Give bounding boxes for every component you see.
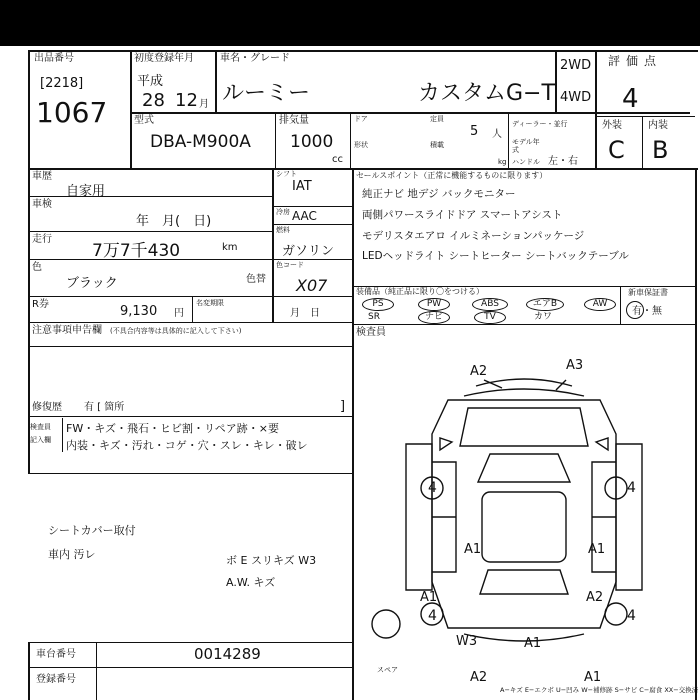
history-label: 車歴 — [32, 171, 52, 182]
equip-sr: SR — [368, 312, 380, 322]
reg-expiry-label: 名変期限 — [196, 299, 224, 307]
codes-line-2: 内装・キズ・汚れ・コゲ・穴・スレ・キレ・破レ — [66, 439, 308, 452]
recycle-label: R券 — [32, 299, 49, 310]
mark-a2-front: A2 — [470, 364, 488, 379]
mark-a3-front: A3 — [566, 358, 584, 373]
capacity: 5 — [470, 124, 479, 139]
first-reg-label: 初度登録年月 — [134, 53, 194, 64]
handwritten-note-1: シートカバー取付 — [48, 524, 136, 537]
interior-score: B — [652, 136, 669, 164]
first-reg-year: 28 — [142, 90, 165, 111]
color-change-label: 色替 — [246, 274, 266, 285]
model-year-label: モデル年式 — [512, 138, 540, 154]
lot-number: 1067 — [36, 96, 108, 129]
repair-value: 有 [ 箇所 — [84, 402, 125, 413]
recycle-fee: 9,130 — [120, 304, 158, 319]
inspector-label-2: 記入欄 — [30, 436, 51, 444]
handle-label: ハンドル — [512, 158, 540, 166]
mark-a1-side-left: A1 — [420, 590, 438, 605]
mark-wheel-fl: 4 — [428, 480, 437, 496]
ac-label: 冷房 — [276, 208, 290, 216]
equip-tv: TV — [474, 311, 506, 324]
notes-sub: (不具合内容等は具体的に記入して下さい) — [110, 327, 242, 335]
mileage-label: 走行 — [32, 234, 52, 245]
equipment-label: 装備品（純正品に限り〇をつける） — [356, 287, 484, 296]
load-label: 積載 — [430, 141, 444, 149]
reg-expiry-value: 月 日 — [290, 308, 320, 319]
color-label: 色 — [32, 262, 42, 273]
door-label: ドア — [354, 115, 368, 123]
mark-wheel-rl: 4 — [428, 608, 437, 624]
inspection-value: 年 月( 日) — [136, 214, 212, 229]
model: DBA-M900A — [150, 132, 251, 152]
color-code-label: 色コード — [276, 261, 304, 269]
car-diagram — [356, 342, 692, 652]
sales-line-3: モデリスタエアロ イルミネーションパッケージ — [362, 230, 585, 242]
name-grade-label: 車名・グレード — [220, 53, 290, 64]
repair-label: 修復歴 — [32, 402, 62, 413]
handwritten-note-2: 車内 汚レ — [48, 548, 96, 561]
yen-unit: 円 — [174, 308, 184, 319]
lot-code: [2218] — [40, 76, 84, 91]
codes-line-1: FW・キズ・飛石・ヒビ割・リペア跡・×要 — [66, 422, 279, 435]
exterior-label: 外装 — [602, 120, 622, 131]
warranty-circle — [626, 301, 644, 319]
mark-a2-rear: A2 — [470, 670, 488, 685]
km-unit: km — [222, 242, 238, 253]
equip-navi: ナビ — [418, 311, 450, 324]
equip-pw: PW — [418, 298, 450, 311]
ac: AAC — [292, 209, 317, 223]
repair-bracket: ] — [340, 399, 346, 414]
handwritten-note-4: A.W. キズ — [226, 576, 276, 589]
cc-unit: cc — [332, 154, 343, 165]
equip-leather: カワ — [534, 312, 553, 322]
exterior-score: C — [608, 136, 625, 164]
score-label: 評価点 — [608, 54, 663, 68]
displacement: 1000 — [290, 132, 334, 152]
model-label: 型式 — [134, 115, 154, 126]
era: 平成 — [137, 74, 164, 89]
sales-line-1: 純正ナビ 地デジ バックモニター — [362, 188, 516, 200]
car-name: ルーミー — [222, 81, 311, 106]
first-reg-month: 12 — [175, 90, 198, 111]
damage-legend: A−キズ E−エクボ U−凹み W−補修跡 S−サビ C−腐食 XX−交換済 — [500, 686, 699, 694]
mark-w3-rear: W3 — [456, 634, 478, 649]
fuel-label: 燃料 — [276, 226, 290, 234]
mark-a2-side-right: A2 — [586, 590, 604, 605]
handwritten-note-3: ボ E スリキズ W3 — [226, 554, 317, 567]
sales-line-4: LEDヘッドライト シートヒーター シートバックテーブル — [362, 250, 629, 262]
mark-a1-rear-right: A1 — [584, 670, 602, 685]
chassis-label: 車台番号 — [36, 649, 76, 660]
lot-label: 出品番号 — [34, 53, 74, 64]
equip-abs: ABS — [472, 298, 508, 311]
inspector-label: 検査員 — [356, 327, 386, 338]
mark-wheel-rr: 4 — [627, 608, 636, 624]
dealer-label: ディーラー・並行 — [512, 120, 568, 128]
inspection-label: 車検 — [32, 199, 52, 210]
equip-aw: AW — [584, 298, 616, 311]
handle-options: 左・右 — [548, 156, 578, 167]
history: 自家用 — [66, 184, 106, 199]
interior-label: 内装 — [648, 120, 668, 131]
color-code: X07 — [296, 276, 328, 295]
color: ブラック — [66, 276, 118, 291]
notes-label: 注意事項申告欄 — [32, 325, 102, 336]
displacement-label: 排気量 — [279, 115, 309, 126]
warranty-value: 有・無 — [632, 306, 662, 317]
kg-unit: kg — [498, 158, 507, 166]
sales-line-2: 両側パワースライドドア スマートアシスト — [362, 209, 563, 221]
mark-a1-rear: A1 — [524, 636, 542, 651]
inspector-label-1: 検査員 — [30, 423, 51, 431]
shape-label: 形状 — [354, 141, 368, 149]
grade: カスタムG−T — [418, 81, 555, 106]
mileage: 7万7千430 — [92, 241, 181, 261]
equip-ps: PS — [362, 298, 394, 311]
capacity-unit: 人 — [492, 129, 502, 140]
auction-sheet — [0, 46, 700, 700]
month-unit: 月 — [199, 99, 209, 110]
sales-points-label: セールスポイント（正常に機能するものに限ります） — [356, 171, 548, 180]
spare-label: スペア — [377, 666, 398, 674]
reg-label: 登録番号 — [36, 674, 76, 685]
drive-4wd: 4WD — [560, 90, 592, 105]
warranty-label: 新車保証書 — [628, 288, 668, 297]
shift: IAT — [292, 179, 312, 194]
chassis-number: 0014289 — [194, 645, 261, 663]
mark-wheel-fr: 4 — [627, 480, 636, 496]
equip-airbag: エアB — [526, 298, 564, 311]
drive-2wd: 2WD — [560, 58, 592, 73]
fuel: ガソリン — [282, 244, 335, 259]
mark-a1-left: A1 — [464, 542, 482, 557]
mark-a1-right: A1 — [588, 542, 606, 557]
shift-label: シフト — [276, 170, 297, 178]
capacity-label: 定員 — [430, 115, 444, 123]
score: 4 — [622, 84, 639, 114]
